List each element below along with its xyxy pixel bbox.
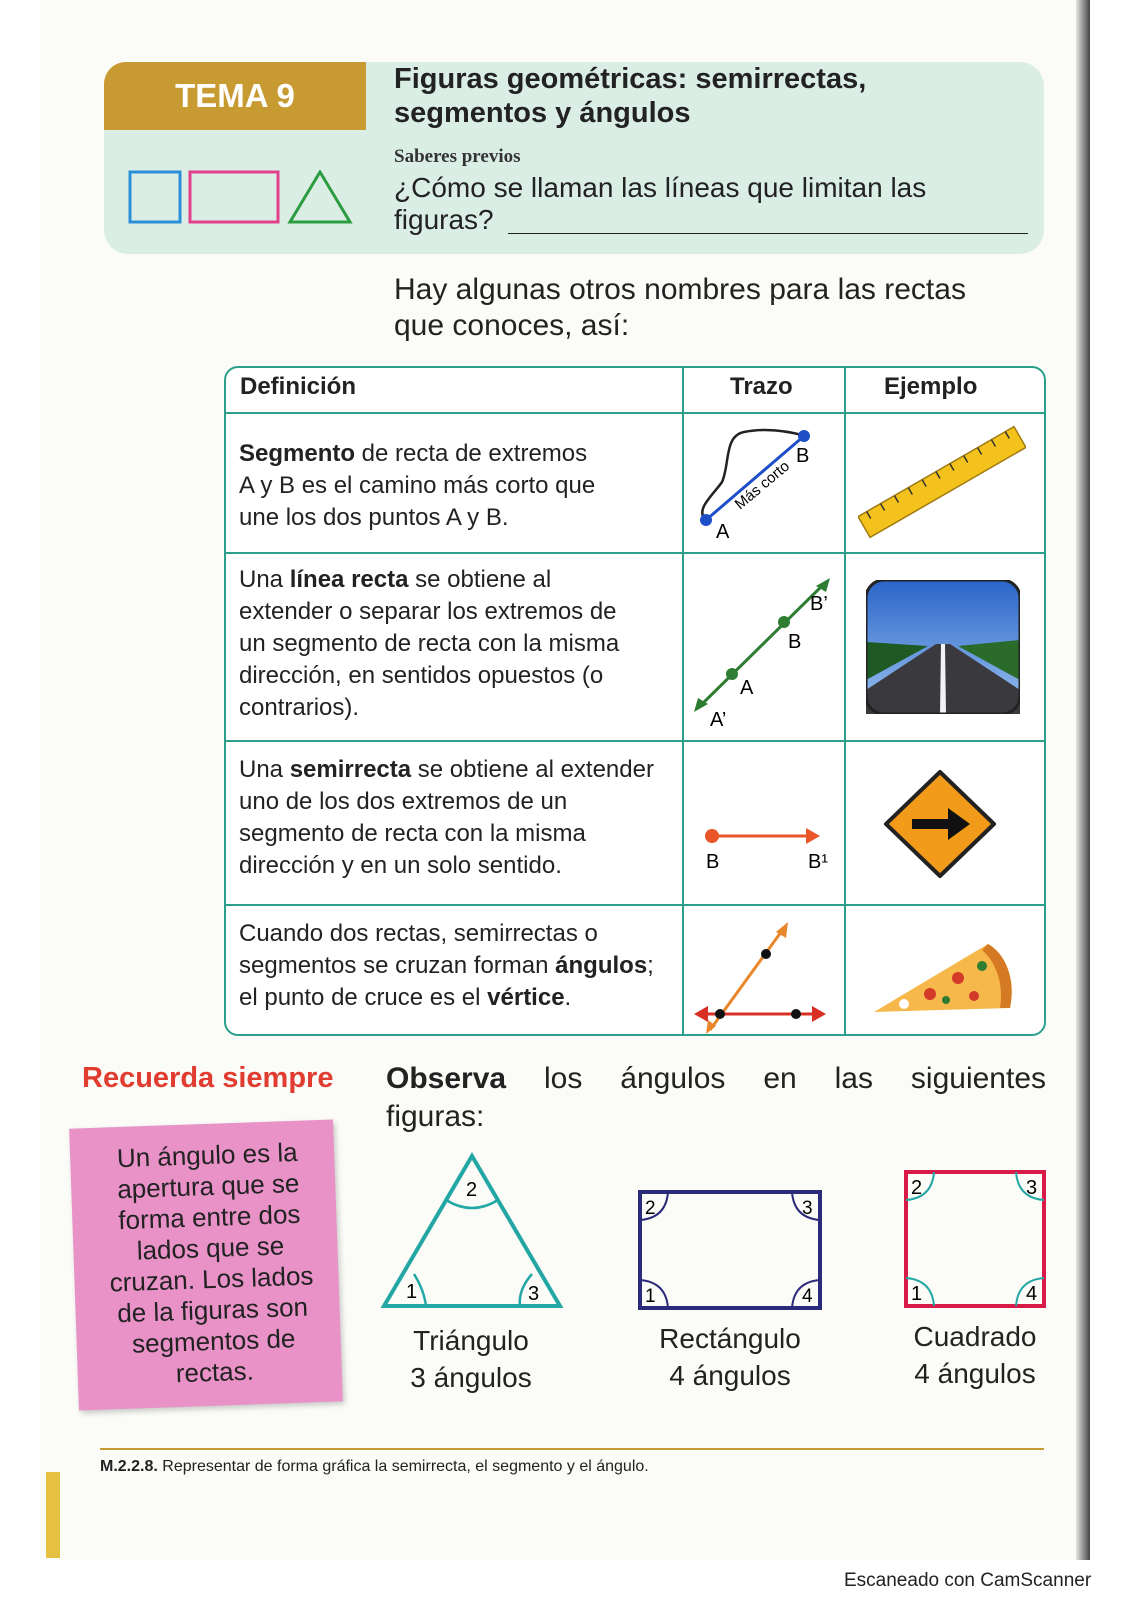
term-segmento: Segmento — [239, 440, 356, 467]
angle-label: 4 — [1026, 1283, 1038, 1305]
def-text: se obtiene al extender — [411, 756, 654, 783]
sticky-note-text: Un ángulo es la apertura que se forma entre dos lados que se cruzan. Los lados de la figuras son segmentos de rectas. — [109, 1136, 314, 1389]
term-semirrecta: semirrecta — [289, 756, 412, 783]
row-linea-recta-definition — [239, 564, 679, 724]
def-text: segmentos se cruzan forman — [239, 952, 556, 979]
footer-divider — [100, 1448, 1044, 1450]
saberes-previos-label: Saberes previos — [394, 146, 521, 167]
angle-label: 1 — [406, 1281, 418, 1303]
row-angulo-definition — [239, 918, 679, 1014]
square-caption — [890, 1318, 1060, 1392]
observa-line-2: figuras: — [386, 1100, 485, 1133]
angle-label: 1 — [911, 1283, 923, 1305]
header-trazo: Trazo — [730, 373, 793, 400]
angle-label: 2 — [911, 1177, 923, 1199]
intro-line-1: Hay algunas otros nombres para las rectas — [394, 273, 966, 306]
def-text: extender o separar los extremos de — [239, 598, 617, 625]
figure-name: Cuadrado — [913, 1321, 1037, 1352]
col-divider — [844, 366, 846, 1034]
answer-line — [508, 233, 1028, 234]
angle-label: 2 — [466, 1179, 478, 1201]
figure-angle-count: 4 ángulos — [914, 1358, 1036, 1389]
segment-drawing — [684, 414, 844, 552]
rectangle-figure — [636, 1188, 824, 1312]
question-line-2: figuras? — [394, 204, 494, 235]
figure-angle-count: 3 ángulos — [410, 1362, 532, 1393]
angle-drawing — [684, 906, 844, 1034]
figure-name: Triángulo — [413, 1325, 529, 1356]
label-a: A — [716, 521, 730, 543]
angle-label: 3 — [528, 1283, 540, 1305]
def-text: contrarios). — [239, 694, 360, 721]
observa-instruction — [386, 1060, 1046, 1098]
def-text: . — [564, 984, 572, 1011]
observa-text: los ángulos en las siguientes — [506, 1062, 1046, 1095]
page-mark — [46, 1472, 60, 1558]
def-text: Cuando dos rectas, semirrectas o — [239, 920, 598, 947]
line-drawing — [684, 554, 844, 740]
label-b: B — [788, 631, 802, 653]
label-b: B — [706, 851, 720, 873]
tema-badge: TEMA 9 — [104, 62, 366, 130]
angle-label: 3 — [802, 1198, 813, 1219]
def-text: une los dos puntos A y B. — [239, 504, 509, 531]
skill-text: Representar de forma gráfica la semirrecta, el segmento y el ángulo. — [157, 1458, 649, 1475]
intro-text — [394, 272, 1044, 344]
label-b: B — [796, 445, 810, 467]
rectangle-caption — [636, 1320, 824, 1394]
row-divider — [224, 904, 1046, 906]
def-text: Una — [239, 566, 290, 593]
def-text: el punto de cruce es el — [239, 984, 488, 1011]
header-definicion: Definición — [240, 373, 357, 400]
shapes-icon — [128, 170, 358, 230]
triangle-caption — [376, 1322, 566, 1396]
term-angulos: ángulos — [555, 952, 648, 979]
label-b-prime: B’ — [810, 593, 828, 615]
title-line-2: segmentos y ángulos — [394, 97, 691, 129]
row-divider — [224, 552, 1046, 554]
def-text: un segmento de recta con la misma — [239, 630, 620, 657]
label-a: A — [740, 677, 754, 699]
skill-code: M.2.2.8. — [100, 1458, 158, 1475]
header-ejemplo: Ejemplo — [884, 373, 978, 400]
figure-angle-count: 4 ángulos — [669, 1360, 791, 1391]
arrow-sign-image — [882, 768, 998, 880]
page-title — [394, 62, 1034, 130]
def-text: segmento de recta con la misma — [239, 820, 586, 847]
triangle-figure — [376, 1150, 566, 1318]
label-a-prime: A’ — [710, 709, 727, 731]
question — [394, 172, 1034, 236]
term-vertice: vértice — [487, 984, 565, 1011]
question-line-1: ¿Cómo se llaman las líneas que limitan las — [394, 172, 927, 203]
angle-label: 4 — [802, 1286, 813, 1307]
row-segmento-definition — [239, 438, 679, 534]
footer-skill — [100, 1458, 649, 1476]
def-text: A y B es el camino más corto que — [239, 472, 596, 499]
scanner-watermark: Escaneado con CamScanner — [844, 1570, 1092, 1591]
recuerda-siempre-label: Recuerda siempre — [82, 1062, 334, 1094]
def-text: Una — [239, 756, 290, 783]
row-divider — [224, 740, 1046, 742]
label-b1: B¹ — [808, 851, 828, 873]
angle-label: 2 — [645, 1198, 656, 1219]
row-semirrecta-definition — [239, 754, 679, 882]
label-mas-corto: Más corto — [731, 457, 794, 514]
road-image — [866, 580, 1020, 714]
page-edge — [1076, 0, 1090, 1560]
def-text: dirección, en sentidos opuestos (o — [239, 662, 604, 689]
angle-label: 1 — [645, 1286, 656, 1307]
ray-drawing — [684, 742, 844, 904]
pizza-slice-image — [870, 938, 1020, 1020]
square-figure — [902, 1168, 1048, 1310]
term-linea-recta: línea recta — [289, 566, 409, 593]
ruler-image — [858, 424, 1026, 540]
table-header-divider — [224, 412, 1046, 414]
def-text: se obtiene al — [408, 566, 552, 593]
def-text: de recta de extremos — [355, 440, 588, 467]
def-text: uno de los dos extremos de un — [239, 788, 568, 815]
title-line-1: Figuras geométricas: semirrectas, — [394, 63, 867, 95]
figure-name: Rectángulo — [659, 1323, 801, 1354]
intro-line-2: que conoces, así: — [394, 309, 630, 342]
angle-label: 3 — [1026, 1177, 1038, 1199]
def-text: dirección y en un solo sentido. — [239, 852, 562, 879]
observa-bold: Observa — [386, 1062, 507, 1095]
def-text: ; — [647, 952, 654, 979]
